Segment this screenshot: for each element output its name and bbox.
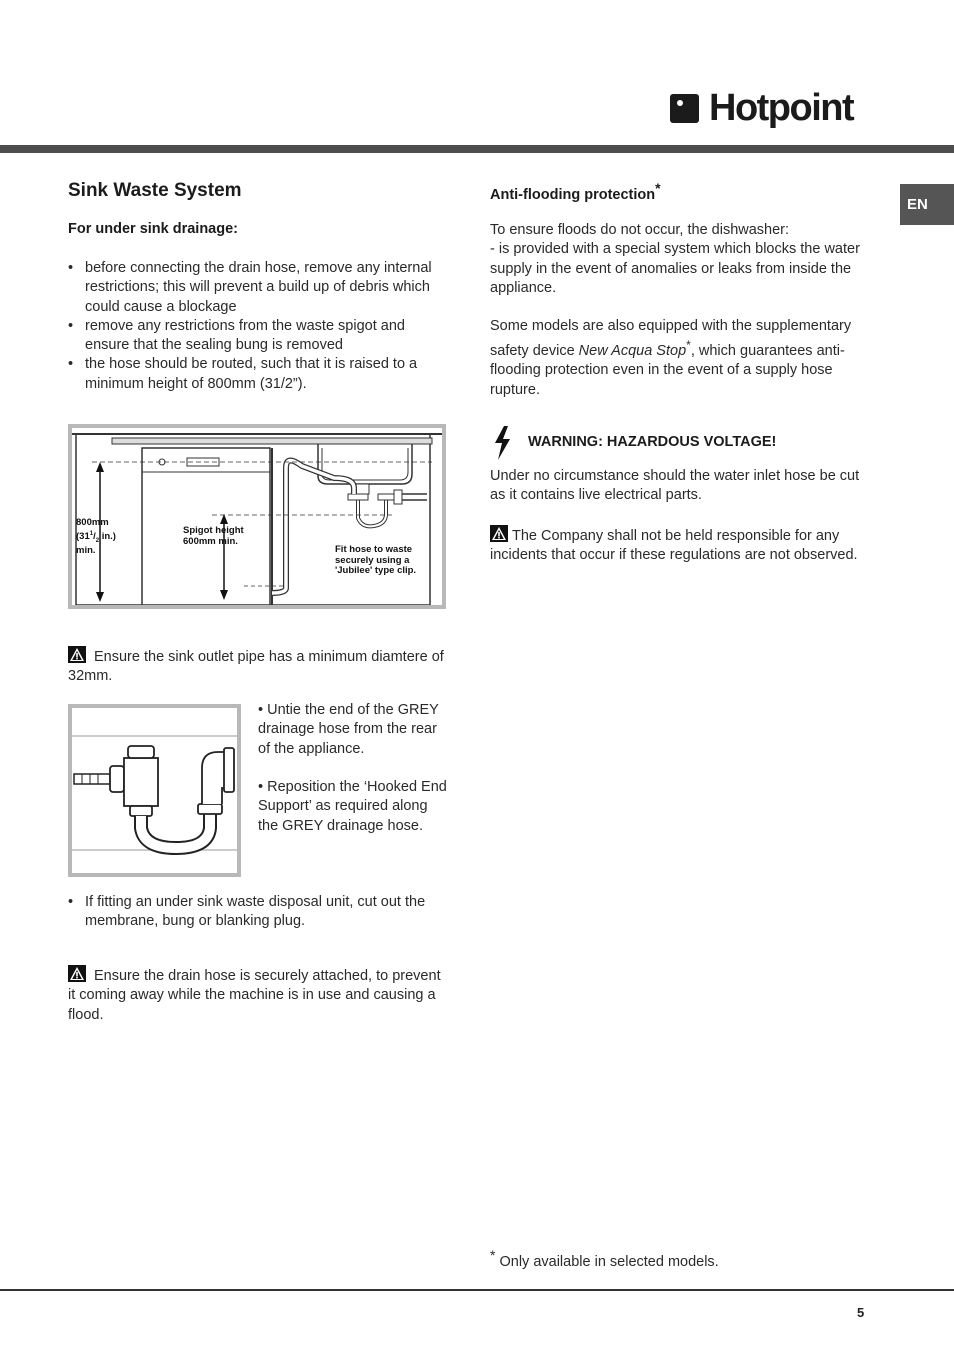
list-item: • before connecting the drain hose, remove any internal restrictions; this will prevent a build up of debris which could cause a blockage: [68, 259, 446, 317]
list-item: • If fitting an under sink waste disposal unit, cut out the membrane, bung or blanking plug.: [68, 893, 446, 932]
list-item: • remove any restrictions from the waste spigot and ensure that the sealing bung is removed: [68, 317, 446, 356]
spigot-label: Spigot height 600mm min.: [183, 525, 244, 547]
lightning-bolt-icon: [492, 425, 514, 461]
voltage-warning-title: WARNING: HAZARDOUS VOLTAGE!: [528, 434, 777, 450]
section-title: Sink Waste System: [68, 180, 242, 201]
footer-line: [0, 1289, 954, 1291]
acqua-stop-paragraph: Some models are also equipped with the supplementary safety device New Acqua Stop*, which guarantees anti-flooding protection even in the event of a supply hose rupture.: [490, 318, 852, 398]
anti-flood-title: Anti-flooding protection*: [490, 180, 661, 203]
page-number: 5: [857, 1305, 865, 1320]
voltage-warning-header: [492, 425, 514, 466]
subsection-title: For under sink drainage:: [68, 221, 238, 237]
trap-diagram: [68, 704, 241, 877]
trap-drawing: [72, 708, 237, 873]
logo-text: Hotpoint: [709, 87, 854, 129]
drainage-bullets: [68, 259, 446, 394]
untie-hose-text: • Untie the end of the GREY drainage hose from the rear of the appliance.: [258, 702, 439, 757]
logo-mark-icon: [670, 94, 699, 123]
footnote: * Only available in selected models.: [490, 1247, 719, 1270]
fit-hose-label: Fit hose to waste securely using a 'Jubilee' type clip.: [335, 544, 417, 576]
warning-triangle-icon: [68, 646, 86, 663]
company-disclaimer: The Company shall not be held responsible for any incidents that occur if these regulations are not observed.: [490, 525, 868, 566]
hotpoint-logo: [669, 87, 874, 134]
sink-height-drawing: [72, 428, 442, 605]
warning-drain-hose: Ensure the drain hose is securely attached, to prevent it coming away while the machine is in use and causing a flood.: [68, 965, 446, 1025]
header-bar: [0, 145, 954, 153]
sink-height-diagram: [68, 424, 446, 609]
disposal-bullet: [68, 893, 446, 932]
warning-triangle-icon: [490, 525, 508, 542]
anti-flood-paragraph: To ensure floods do not occur, the dishwasher: - is provided with a special system which blocks the water supply in the event of anomalies or leaks from inside the appliance.: [490, 222, 860, 296]
list-item: • the hose should be routed, such that it is raised to a minimum height of 800mm (31/2”).: [68, 355, 446, 394]
height-label: 800mm ($31^1/_2$ in.) min.: [76, 517, 116, 557]
reposition-support-text: • Reposition the ‘Hooked End Support’ as required along the GREY drainage hose.: [258, 779, 447, 834]
voltage-warning-text: Under no circumstance should the water inlet hose be cut as it contains live electrical parts.: [490, 468, 860, 504]
warning-triangle-icon: [68, 965, 86, 982]
language-tab: EN: [900, 184, 954, 225]
warning-outlet-pipe: Ensure the sink outlet pipe has a minimum diamtere of 32mm.: [68, 646, 446, 687]
